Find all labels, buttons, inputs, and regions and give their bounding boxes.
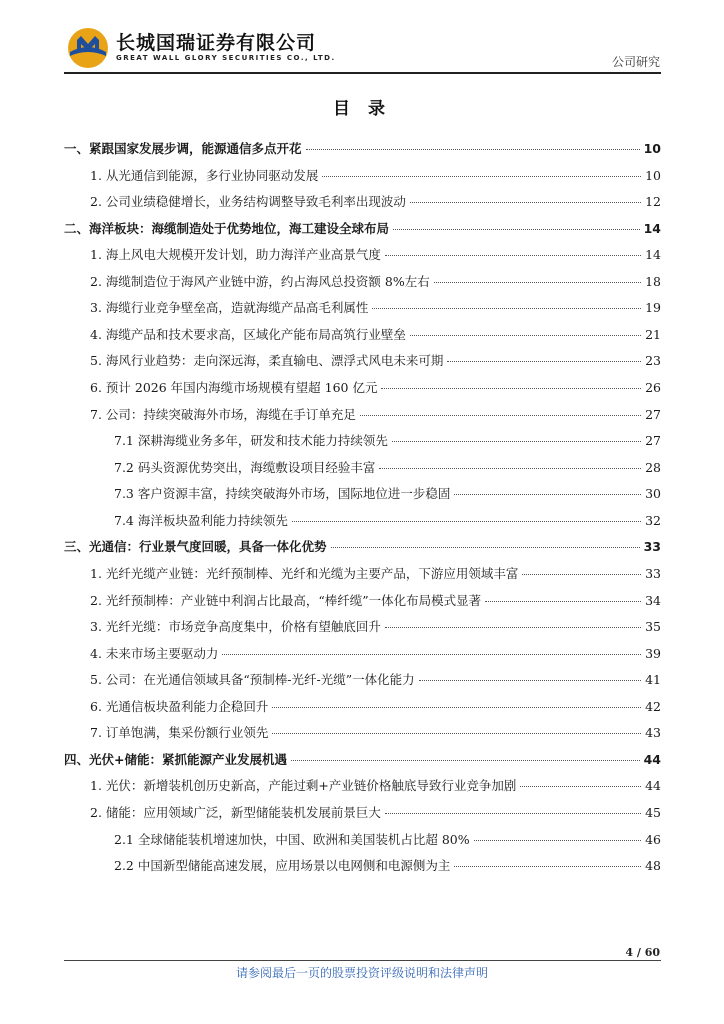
toc-leader-dots [272, 706, 641, 708]
toc-entry-page: 19 [645, 300, 661, 316]
toc-entry-title: 2. 公司业绩稳健增长，业务结构调整导致毛利率出现波动 [90, 194, 406, 210]
toc-entry-title: 7.2 码头资源优势突出，海缆敷设项目经验丰富 [114, 459, 376, 475]
toc-leader-dots [360, 414, 641, 416]
toc-entry-page: 30 [645, 486, 661, 502]
toc-entry-title: 2. 海缆制造位于海风产业链中游，约占海风总投资额 8%左右 [90, 273, 430, 289]
toc-entry-level-2[interactable] [90, 300, 661, 316]
toc-entry-level-2[interactable] [90, 672, 661, 688]
toc-entry-level-2[interactable] [90, 725, 661, 741]
toc-entry-level-2[interactable] [90, 274, 661, 290]
page-number: 4 / 60 [625, 946, 660, 959]
toc-leader-dots [292, 520, 641, 522]
company-name-cn: 长城国瑞证券有限公司 [116, 32, 317, 54]
toc-leader-dots [447, 360, 641, 362]
toc-leader-dots [385, 812, 641, 814]
toc-leader-dots [522, 573, 641, 575]
toc-entry-page: 21 [645, 326, 661, 342]
toc-entry-page: 42 [645, 698, 661, 714]
toc-entry-level-3[interactable] [114, 460, 661, 476]
toc-leader-dots [385, 254, 641, 256]
toc-entry-page: 27 [645, 433, 661, 449]
toc-entry-level-2[interactable] [90, 380, 661, 396]
toc-entry-page: 44 [645, 778, 661, 794]
toc-leader-dots [372, 307, 641, 309]
toc-entry-title: 2. 光纤预制棒：产业链中利润占比最高，“棒纤缆”一体化布局模式显著 [90, 592, 482, 608]
toc-entry-level-2[interactable] [90, 247, 661, 263]
toc-leader-dots [410, 201, 641, 203]
report-type-label: 公司研究 [611, 55, 660, 69]
header-divider [64, 72, 661, 74]
toc-entry-level-2[interactable] [90, 566, 661, 582]
toc-entry-level-2[interactable] [90, 778, 661, 794]
toc-leader-dots [385, 626, 641, 628]
toc-entry-level-2[interactable] [90, 805, 661, 821]
toc-entry-title: 7.3 客户资源丰富，持续突破海外市场，国际地位进一步稳固 [114, 486, 451, 502]
toc-entry-level-2[interactable] [90, 168, 661, 184]
toc-entry-level-1[interactable] [64, 221, 661, 237]
toc-entry-page: 32 [645, 512, 661, 528]
toc-entry-level-2[interactable] [90, 194, 661, 210]
toc-entry-page: 39 [645, 645, 661, 661]
toc-entry-level-2[interactable] [90, 327, 661, 343]
toc-entry-title: 6. 光通信板块盈利能力企稳回升 [90, 698, 269, 714]
toc-entry-level-1[interactable] [64, 752, 661, 768]
toc-entry-level-2[interactable] [90, 646, 661, 662]
toc-entry-level-1[interactable] [64, 141, 661, 157]
toc-entry-title: 5. 海风行业趋势：走向深远海，柔直输电、漂浮式风电未来可期 [90, 353, 444, 369]
toc-leader-dots [331, 546, 640, 548]
toc-leader-dots [485, 600, 641, 602]
toc-entry-page: 43 [645, 725, 661, 741]
toc-leader-dots [381, 387, 641, 389]
toc-entry-page: 12 [645, 194, 661, 210]
toc-leader-dots [222, 653, 641, 655]
footer-divider [64, 960, 661, 961]
toc-entry-title: 2.2 中国新型储能高速发展，应用场景以电网侧和电源侧为主 [114, 858, 451, 874]
toc-entry-title: 7.4 海洋板块盈利能力持续领先 [114, 512, 288, 528]
toc-entry-title: 3. 光纤光缆：市场竞争高度集中，价格有望触底回升 [90, 619, 381, 635]
toc-entry-page: 45 [645, 805, 661, 820]
toc-leader-dots [291, 759, 640, 761]
toc-leader-dots [322, 175, 641, 177]
toc-entry-title: 1. 从光通信到能源，多行业协同驱动发展 [90, 167, 319, 183]
toc-entry-title: 7.1 深耕海缆业务多年，研发和技术能力持续领先 [114, 433, 388, 449]
disclaimer-link[interactable]: 请参阅最后一页的股票投资评级说明和法律声明 [235, 966, 488, 980]
toc-entry-title: 二、海洋板块：海缆制造处于优势地位，海工建设全球布局 [64, 220, 390, 236]
toc-entry-title: 四、光伏+储能：紧抓能源产业发展机遇 [64, 751, 287, 767]
toc-entry-level-2[interactable] [90, 593, 661, 609]
toc-entry-title: 7. 公司：持续突破海外市场，海缆在手订单充足 [90, 406, 356, 422]
page-header [0, 0, 724, 80]
toc-entry-title: 4. 未来市场主要驱动力 [90, 645, 219, 661]
toc-entry-page: 28 [645, 459, 661, 475]
toc-entry-level-2[interactable] [90, 699, 661, 715]
toc-leader-dots [454, 493, 641, 495]
toc-entry-page: 41 [645, 672, 661, 688]
toc-entry-title: 4. 海缆产品和技术要求高，区域化产能布局高筑行业壁垒 [90, 326, 406, 342]
toc-leader-dots [454, 865, 641, 867]
toc-leader-dots [379, 467, 641, 469]
toc-entry-page: 26 [645, 380, 661, 396]
toc-entry-page: 34 [645, 592, 661, 608]
toc-entry-page: 23 [645, 353, 661, 369]
toc-entry-page: 33 [643, 539, 661, 555]
toc-leader-dots [392, 440, 641, 442]
toc-entry-level-2[interactable] [90, 407, 661, 423]
toc-entry-title: 7. 订单饱满，集采份额行业领先 [90, 725, 269, 741]
toc-entry-title: 3. 海缆行业竞争壁垒高，造就海缆产品高毛利属性 [90, 300, 369, 316]
toc-entry-page: 46 [645, 831, 661, 847]
toc-entry-level-3[interactable] [114, 513, 661, 529]
toc-leader-dots [474, 839, 641, 841]
toc-entry-title: 三、光通信：行业景气度回暖，具备一体化优势 [64, 539, 327, 555]
toc-entry-page: 44 [643, 751, 661, 767]
toc-entry-level-3[interactable] [114, 832, 661, 848]
toc-entry-title: 一、紧跟国家发展步调，能源通信多点开花 [64, 141, 302, 156]
toc-entry-title: 1. 光纤光缆产业链：光纤预制棒、光纤和光缆为主要产品，下游应用领域丰富 [90, 565, 519, 581]
toc-entry-page: 18 [645, 273, 661, 289]
toc-entry-title: 1. 光伏：新增装机创历史新高，产能过剩+产业链价格触底导致行业竞争加剧 [90, 778, 517, 794]
toc-leader-dots [272, 732, 641, 734]
toc-entry-title: 2. 储能：应用领域广泛，新型储能装机发展前景巨大 [90, 805, 381, 820]
toc-entry-title: 1. 海上风电大规模开发计划，助力海洋产业高景气度 [90, 247, 381, 263]
toc-leader-dots [419, 679, 641, 681]
toc-leader-dots [306, 148, 640, 150]
toc-entry-level-3[interactable] [114, 486, 661, 502]
toc-entry-title: 2.1 全球储能装机增速加快，中国、欧洲和美国装机占比超 80% [114, 831, 470, 847]
toc-leader-dots [434, 281, 641, 283]
toc-entry-title: 6. 预计 2026 年国内海缆市场规模有望超 160 亿元 [90, 380, 378, 396]
toc-entry-page: 48 [645, 858, 661, 874]
toc-leader-dots [410, 334, 641, 336]
toc-entry-level-3[interactable] [114, 433, 661, 449]
toc-leader-dots [520, 785, 641, 787]
toc-title: 目 录 [333, 99, 391, 119]
toc-entry-page: 10 [645, 167, 661, 183]
toc-leader-dots [393, 228, 640, 230]
toc-entry-page: 14 [643, 220, 661, 236]
toc-entry-page: 14 [645, 247, 661, 263]
toc-entry-level-1[interactable] [64, 539, 661, 555]
toc-entry-page: 33 [645, 565, 661, 581]
toc-entry-page: 27 [645, 406, 661, 422]
toc-entry-page: 10 [643, 141, 661, 156]
company-name-en: GREAT WALL GLORY SECURITIES CO., LTD. [116, 54, 336, 62]
toc-entry-title: 5. 公司：在光通信领域具备“预制棒-光纤-光缆”一体化能力 [90, 672, 415, 688]
company-logo-icon [66, 26, 110, 70]
toc-entry-page: 35 [645, 619, 661, 635]
toc-entry-level-2[interactable] [90, 619, 661, 635]
toc-entry-level-3[interactable] [114, 858, 661, 874]
toc-entry-level-2[interactable] [90, 353, 661, 369]
